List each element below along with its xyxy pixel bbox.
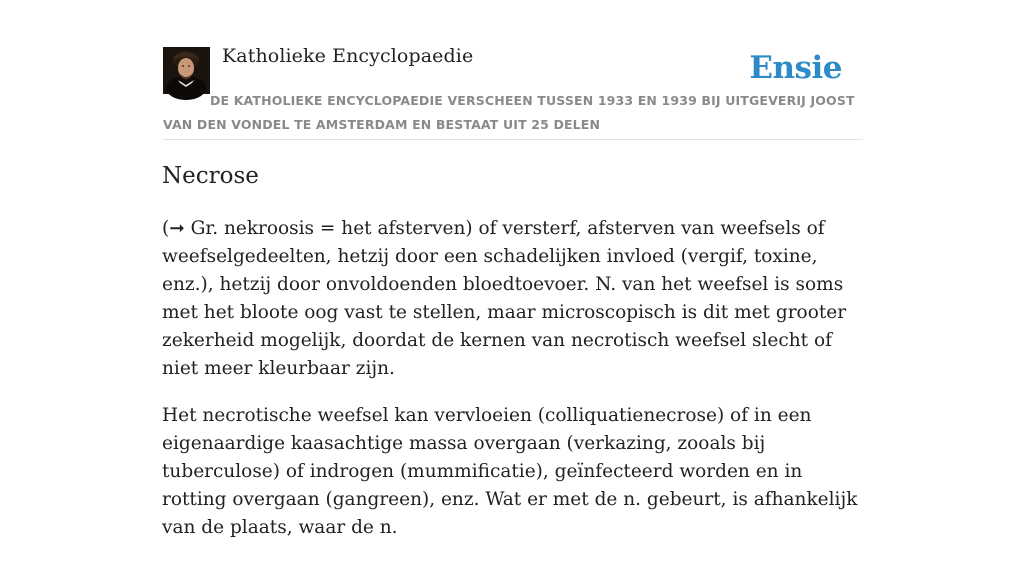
ensie-logo[interactable]: Ensie bbox=[749, 50, 842, 86]
portrait-image bbox=[163, 47, 210, 94]
source-description: DE KATHOLIEKE ENCYCLOPAEDIE VERSCHEEN TUSSEN 1933 EN 1939 BIJ UITGEVERIJ JOOST VAN DEN VONDEL TE AMSTERDAM EN BESTAAT UIT 25 DELEN bbox=[163, 93, 855, 132]
source-avatar[interactable] bbox=[163, 47, 210, 94]
entry-title: Necrose bbox=[162, 163, 259, 189]
entry-paragraph: Het necrotische weefsel kan vervloeien (colliquatienecrose) of in een eigenaardige kaasachtige massa overgaan (verkazing, zooals bij tuberculose) of indrogen (mummificatie), geïnfecteerd worden en in rotting overgaan (gangreen), enz. Wat er met de n. gebeurt, is afhankelijk van de plaats, waar de n. bbox=[162, 405, 858, 538]
source-title[interactable]: Katholieke Encyclopaedie bbox=[222, 45, 474, 67]
header-divider bbox=[163, 139, 863, 140]
entry-body bbox=[162, 215, 864, 561]
entry-paragraph: (➞ Gr. nekroosis = het afsterven) of versterf, afsterven van weefsels of weefselgedeelten, hetzij door een schadelijken invloed (vergif, toxine, enz.), hetzij door onvoldoenden bloedtoevoer. N. van het weefsel is soms met het bloote oog vast te stellen, maar microscopisch is dit met grooter zekerheid mogelijk, doordat de kernen van necrotisch weefsel slecht of niet meer kleurbaar zijn. bbox=[162, 218, 847, 379]
